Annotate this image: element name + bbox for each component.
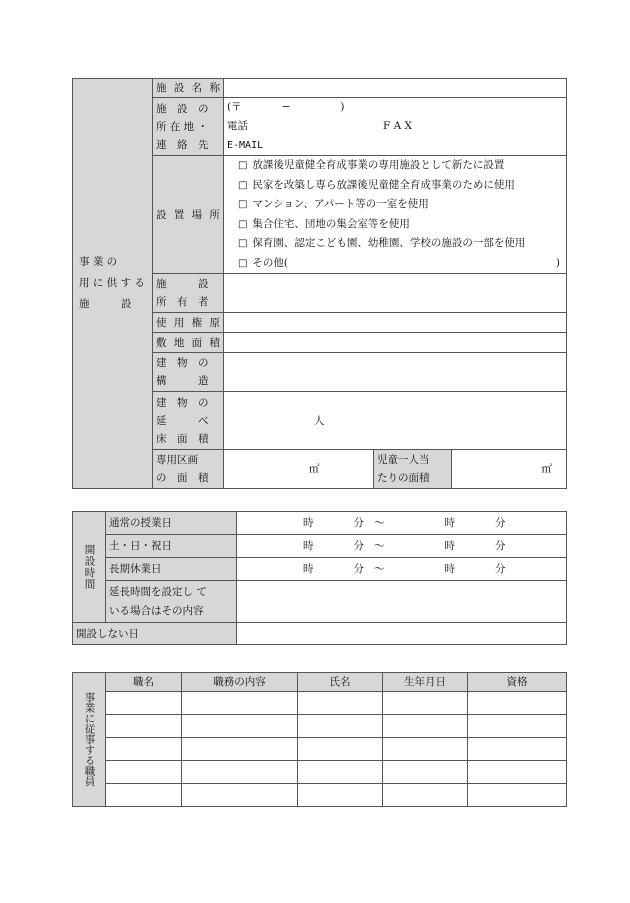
staff-header-title: 職名 [106, 673, 182, 692]
usage-right-label: 使用権原 [153, 313, 224, 333]
cell[interactable] [182, 692, 298, 715]
cell[interactable] [106, 715, 182, 738]
table-row [73, 692, 567, 715]
minute-label: 分 [495, 563, 506, 575]
hours-row-2[interactable] [237, 535, 567, 558]
tilde: 〜 [374, 517, 385, 529]
cell[interactable] [106, 784, 182, 807]
location-label: 施 設 の 所 在 地 ・ 連 絡 先 [153, 98, 224, 156]
dedicated-area-unit: ㎡ [309, 463, 320, 475]
dedicated-area-field[interactable] [224, 450, 374, 489]
usage-right-field[interactable] [224, 313, 567, 333]
hours-section-label: 開設時間 [73, 512, 106, 623]
checkbox-icon: □ [238, 238, 248, 249]
other-close-paren: ) [555, 256, 561, 269]
closed-days-field[interactable] [237, 623, 567, 645]
cell[interactable] [468, 761, 567, 784]
cell[interactable] [383, 715, 468, 738]
minute-label: 分 [353, 563, 364, 575]
cell[interactable] [298, 738, 383, 761]
setting-option-2[interactable]: □ 民家を改築し専ら放課後児童健全育成事業のために使用 [224, 176, 566, 196]
email-label: E-MAIL [227, 140, 264, 151]
per-child-label: 児童一人当 たりの面積 [374, 450, 452, 489]
table-row [73, 738, 567, 761]
hours-row-label-1: 通常の授業日 [106, 512, 237, 535]
hours-row-label-2: 土・日・祝日 [106, 535, 237, 558]
structure-field[interactable] [224, 353, 567, 392]
setting-option-5[interactable]: □ 保育園、認定こども園、幼稚園、学校の施設の一部を使用 [224, 234, 566, 254]
cell[interactable] [298, 784, 383, 807]
setting-option-1[interactable]: □ 放課後児童健全育成事業の専用施設として新たに設置 [224, 156, 566, 176]
owner-label: 施 設 所 有 者 [153, 274, 224, 313]
hour-label: 時 [303, 563, 314, 575]
structure-label: 建 物 の 構 造 [153, 353, 224, 392]
facility-section-label: 事 業 の 用 に 供 す る 施 設 [73, 79, 153, 489]
table-row [73, 761, 567, 784]
checkbox-icon: □ [238, 257, 248, 269]
dedicated-area-label: 専用区画 の 面 積 [153, 450, 224, 489]
staff-section-label: 事業に従事する職員 [73, 673, 106, 807]
cell[interactable] [468, 715, 567, 738]
extension-label: 延長時間を設定し て いる場合はその内容 [106, 581, 237, 623]
setting-location-label: 設置場所 [153, 156, 224, 274]
setting-options [224, 156, 567, 274]
minute-label: 分 [495, 517, 506, 529]
owner-field[interactable] [224, 274, 567, 313]
tilde: 〜 [374, 563, 385, 575]
cell[interactable] [182, 715, 298, 738]
extension-field[interactable] [237, 581, 567, 623]
floor-area-field[interactable] [224, 392, 567, 450]
cell[interactable] [468, 692, 567, 715]
postal-dash: − [281, 101, 291, 113]
tilde: 〜 [374, 540, 385, 552]
setting-option-3[interactable]: □ マンション、アパート等の一室を使用 [224, 195, 566, 215]
postal-open: (〒 [227, 101, 242, 113]
land-area-field[interactable] [224, 333, 567, 353]
minute-label: 分 [353, 517, 364, 529]
hour-label: 時 [303, 517, 314, 529]
staff-table [72, 672, 567, 807]
hour-label: 時 [444, 563, 455, 575]
cell[interactable] [383, 692, 468, 715]
cell[interactable] [106, 738, 182, 761]
land-area-label: 敷地面積 [153, 333, 224, 353]
cell[interactable] [383, 738, 468, 761]
fax-label: F A X [383, 120, 413, 132]
staff-header-duty: 職務の内容 [182, 673, 298, 692]
cell[interactable] [298, 715, 383, 738]
minute-label: 分 [495, 540, 506, 552]
setting-option-6[interactable]: □ その他( ) [224, 254, 566, 274]
floor-area-label: 建 物 の 延 べ 床 面 積 [153, 392, 224, 450]
checkbox-icon: □ [238, 199, 248, 210]
facility-table [72, 78, 567, 489]
cell[interactable] [468, 738, 567, 761]
hours-row-1[interactable] [237, 512, 567, 535]
hours-row-label-3: 長期休業日 [106, 558, 237, 581]
cell[interactable] [106, 761, 182, 784]
facility-name-field[interactable] [224, 79, 567, 98]
cell[interactable] [298, 692, 383, 715]
cell[interactable] [182, 761, 298, 784]
per-child-unit: ㎡ [541, 463, 553, 475]
hour-label: 時 [303, 540, 314, 552]
cell[interactable] [182, 784, 298, 807]
cell[interactable] [468, 784, 567, 807]
staff-header-birthdate: 生年月日 [383, 673, 468, 692]
staff-header-qualification: 資格 [468, 673, 567, 692]
cell[interactable] [383, 784, 468, 807]
closed-days-label: 開設しない日 [73, 623, 237, 645]
table-row [73, 784, 567, 807]
checkbox-icon: □ [238, 179, 248, 191]
floor-area-unit: 人 [314, 414, 325, 427]
cell[interactable] [383, 761, 468, 784]
checkbox-icon: □ [238, 160, 248, 171]
table-row [73, 715, 567, 738]
hour-label: 時 [444, 540, 455, 552]
cell[interactable] [182, 738, 298, 761]
phone-label: 電話 [227, 120, 248, 132]
cell[interactable] [106, 692, 182, 715]
facility-name-label: 施設名称 [153, 79, 224, 98]
postal-close: ) [340, 101, 345, 113]
minute-label: 分 [353, 540, 364, 552]
cell[interactable] [298, 761, 383, 784]
staff-header-name: 氏名 [298, 673, 383, 692]
setting-option-4[interactable]: □ 集合住宅、団地の集会室等を使用 [224, 215, 566, 235]
per-child-field[interactable] [452, 450, 567, 489]
hour-label: 時 [444, 517, 455, 529]
hours-table [72, 511, 567, 645]
checkbox-icon: □ [238, 218, 248, 230]
location-field[interactable] [224, 98, 567, 156]
hours-row-3[interactable] [237, 558, 567, 581]
